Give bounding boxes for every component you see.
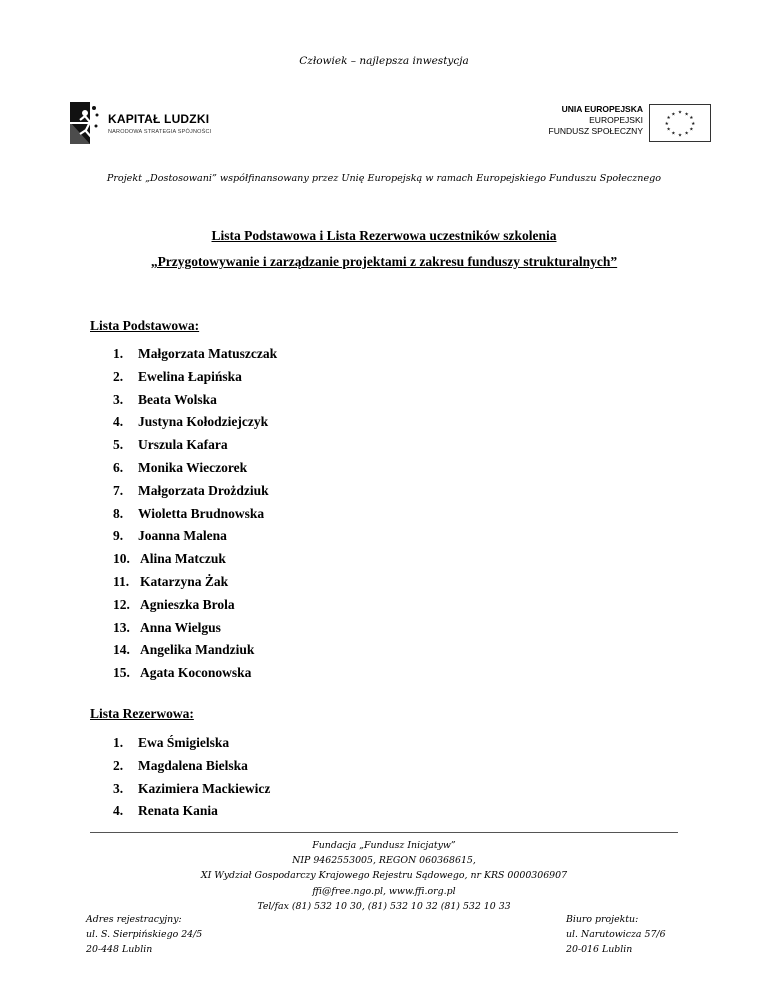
svg-text:★: ★ (666, 116, 671, 122)
participant-name: Magdalena Bielska (138, 757, 248, 773)
project-office-street: ul. Narutowicza 57/6 (566, 929, 666, 940)
svg-text:★: ★ (677, 110, 683, 116)
list-item-number: 6. (113, 460, 124, 475)
list-item (113, 369, 242, 385)
footer-divider (90, 832, 678, 833)
project-cofinancing-line: Projekt „Dostosowani” współfinansowany przez Unię Europejską w ramach Europejskiego Funduszu Społecznego (106, 173, 662, 184)
list-item (113, 437, 228, 453)
svg-text:★: ★ (671, 112, 676, 118)
participant-name: Ewa Śmigielska (138, 735, 230, 750)
participant-name: Urszula Kafara (138, 437, 228, 453)
kapital-ludzki-logo (66, 100, 236, 148)
list-item (113, 620, 221, 636)
list-item (113, 803, 218, 819)
svg-text:★: ★ (666, 127, 671, 133)
kapital-ludzki-subtitle: NARODOWA STRATEGIA SPÓJNOŚCI (108, 129, 212, 135)
registered-address-label: Adres rejestracyjny: (86, 914, 182, 925)
registered-address-street: ul. S. Sierpińskiego 24/5 (86, 929, 203, 940)
list-item-number: 8. (113, 505, 124, 521)
list-item-number: 13. (113, 619, 130, 635)
eu-logo (546, 104, 711, 144)
reserve-list-label: Lista Rezerwowa: (90, 706, 194, 721)
list-item-number: 1. (113, 735, 124, 750)
list-item-number: 4. (113, 803, 124, 819)
list-item-number: 5. (113, 437, 124, 453)
list-item-number: 2. (113, 368, 124, 384)
document-title: Lista Podstawowa i Lista Rezerwowa uczestników szkolenia (211, 228, 557, 243)
participant-name: Anna Wielgus (140, 619, 221, 635)
list-item-number: 4. (113, 414, 124, 430)
participant-name: Agata Koconowska (140, 665, 252, 681)
list-item-number: 11. (113, 574, 130, 589)
list-item-number: 9. (113, 528, 124, 544)
list-item (113, 392, 217, 408)
participant-name: Kazimiera Mackiewicz (138, 780, 271, 796)
list-item (113, 528, 227, 544)
participant-name: Alina Matczuk (140, 551, 226, 567)
footer-phone: Tel/fax (81) 532 10 30, (81) 532 10 32 (81) 532 10 33 (257, 900, 511, 912)
footer-org-name: Fundacja „Fundusz Inicjatyw” (312, 840, 456, 851)
list-item-number: 7. (113, 482, 124, 498)
footer-contact: ffi@free.ngo.pl, www.ffi.org.pl (312, 885, 456, 897)
kapital-ludzki-title: KAPITAŁ LUDZKI (108, 112, 210, 126)
list-item (113, 758, 248, 774)
participant-name: Małgorzata Drożdziuk (138, 482, 269, 498)
list-item (113, 781, 270, 797)
participant-name: Wioletta Brudnowska (138, 505, 265, 521)
list-item (113, 597, 235, 613)
participant-name: Joanna Malena (138, 528, 227, 544)
list-item-number: 1. (113, 346, 124, 361)
header-motto: Człowiek – najlepsza inwestycja (299, 55, 469, 67)
kapital-ludzki-emblem-icon (66, 100, 102, 146)
footer-registered-address (86, 912, 202, 957)
participant-name: Ewelina Łapińska (138, 368, 242, 384)
svg-text:★: ★ (689, 127, 694, 133)
list-item (113, 574, 228, 590)
participant-name: Angelika Mandziuk (140, 642, 255, 658)
participant-name: Agnieszka Brola (140, 596, 235, 612)
list-item (113, 460, 247, 476)
participant-name: Renata Kania (138, 803, 218, 819)
list-item-number: 10. (113, 551, 130, 567)
eu-logo-text (549, 104, 643, 137)
list-item-number: 14. (113, 642, 130, 658)
list-item (113, 665, 251, 681)
list-item-number: 15. (113, 665, 130, 681)
list-item-number: 12. (113, 596, 130, 612)
eu-logo-line2: EUROPEJSKI (589, 115, 643, 125)
footer-registry: XI Wydział Gospodarczy Krajowego Rejestru Sądowego, nr KRS 0000306907 (200, 870, 568, 882)
svg-text:★: ★ (684, 131, 689, 137)
svg-text:★: ★ (664, 121, 669, 127)
list-item (113, 735, 229, 751)
footer-project-office (566, 912, 666, 957)
list-item-number: 2. (113, 757, 124, 773)
project-office-label: Biuro projektu: (566, 914, 639, 925)
participant-name: Małgorzata Matuszczak (138, 346, 278, 361)
eu-logo-line1: UNIA EUROPEJSKA (561, 104, 643, 114)
list-item (113, 414, 268, 430)
svg-text:★: ★ (691, 121, 696, 127)
eu-logo-line3: FUNDUSZ SPOŁECZNY (548, 126, 643, 136)
footer-nip: NIP 9462553005, REGON 060368615, (292, 855, 476, 867)
registered-address-city: 20-448 Lublin (86, 944, 153, 955)
list-item (113, 506, 264, 522)
project-office-city: 20-016 Lublin (566, 944, 633, 955)
list-item-number: 3. (113, 780, 124, 796)
participant-name: Monika Wieczorek (138, 460, 248, 475)
participant-name: Justyna Kołodziejczyk (138, 414, 269, 430)
participant-name: Katarzyna Żak (140, 574, 229, 589)
svg-text:★: ★ (689, 116, 694, 122)
eu-flag-icon (649, 104, 711, 142)
list-item (113, 551, 226, 567)
list-item (113, 483, 269, 499)
primary-list-label: Lista Podstawowa: (90, 318, 200, 333)
training-name: „Przygotowywanie i zarządzanie projektami z zakresu funduszy strukturalnych” (150, 254, 618, 269)
list-item-number: 3. (113, 391, 124, 407)
svg-text:★: ★ (684, 112, 689, 118)
list-item (113, 642, 254, 658)
list-item (113, 346, 277, 362)
participant-name: Beata Wolska (138, 391, 217, 407)
svg-text:★: ★ (671, 131, 676, 137)
footer-organization (0, 838, 768, 914)
svg-text:★: ★ (677, 133, 683, 139)
